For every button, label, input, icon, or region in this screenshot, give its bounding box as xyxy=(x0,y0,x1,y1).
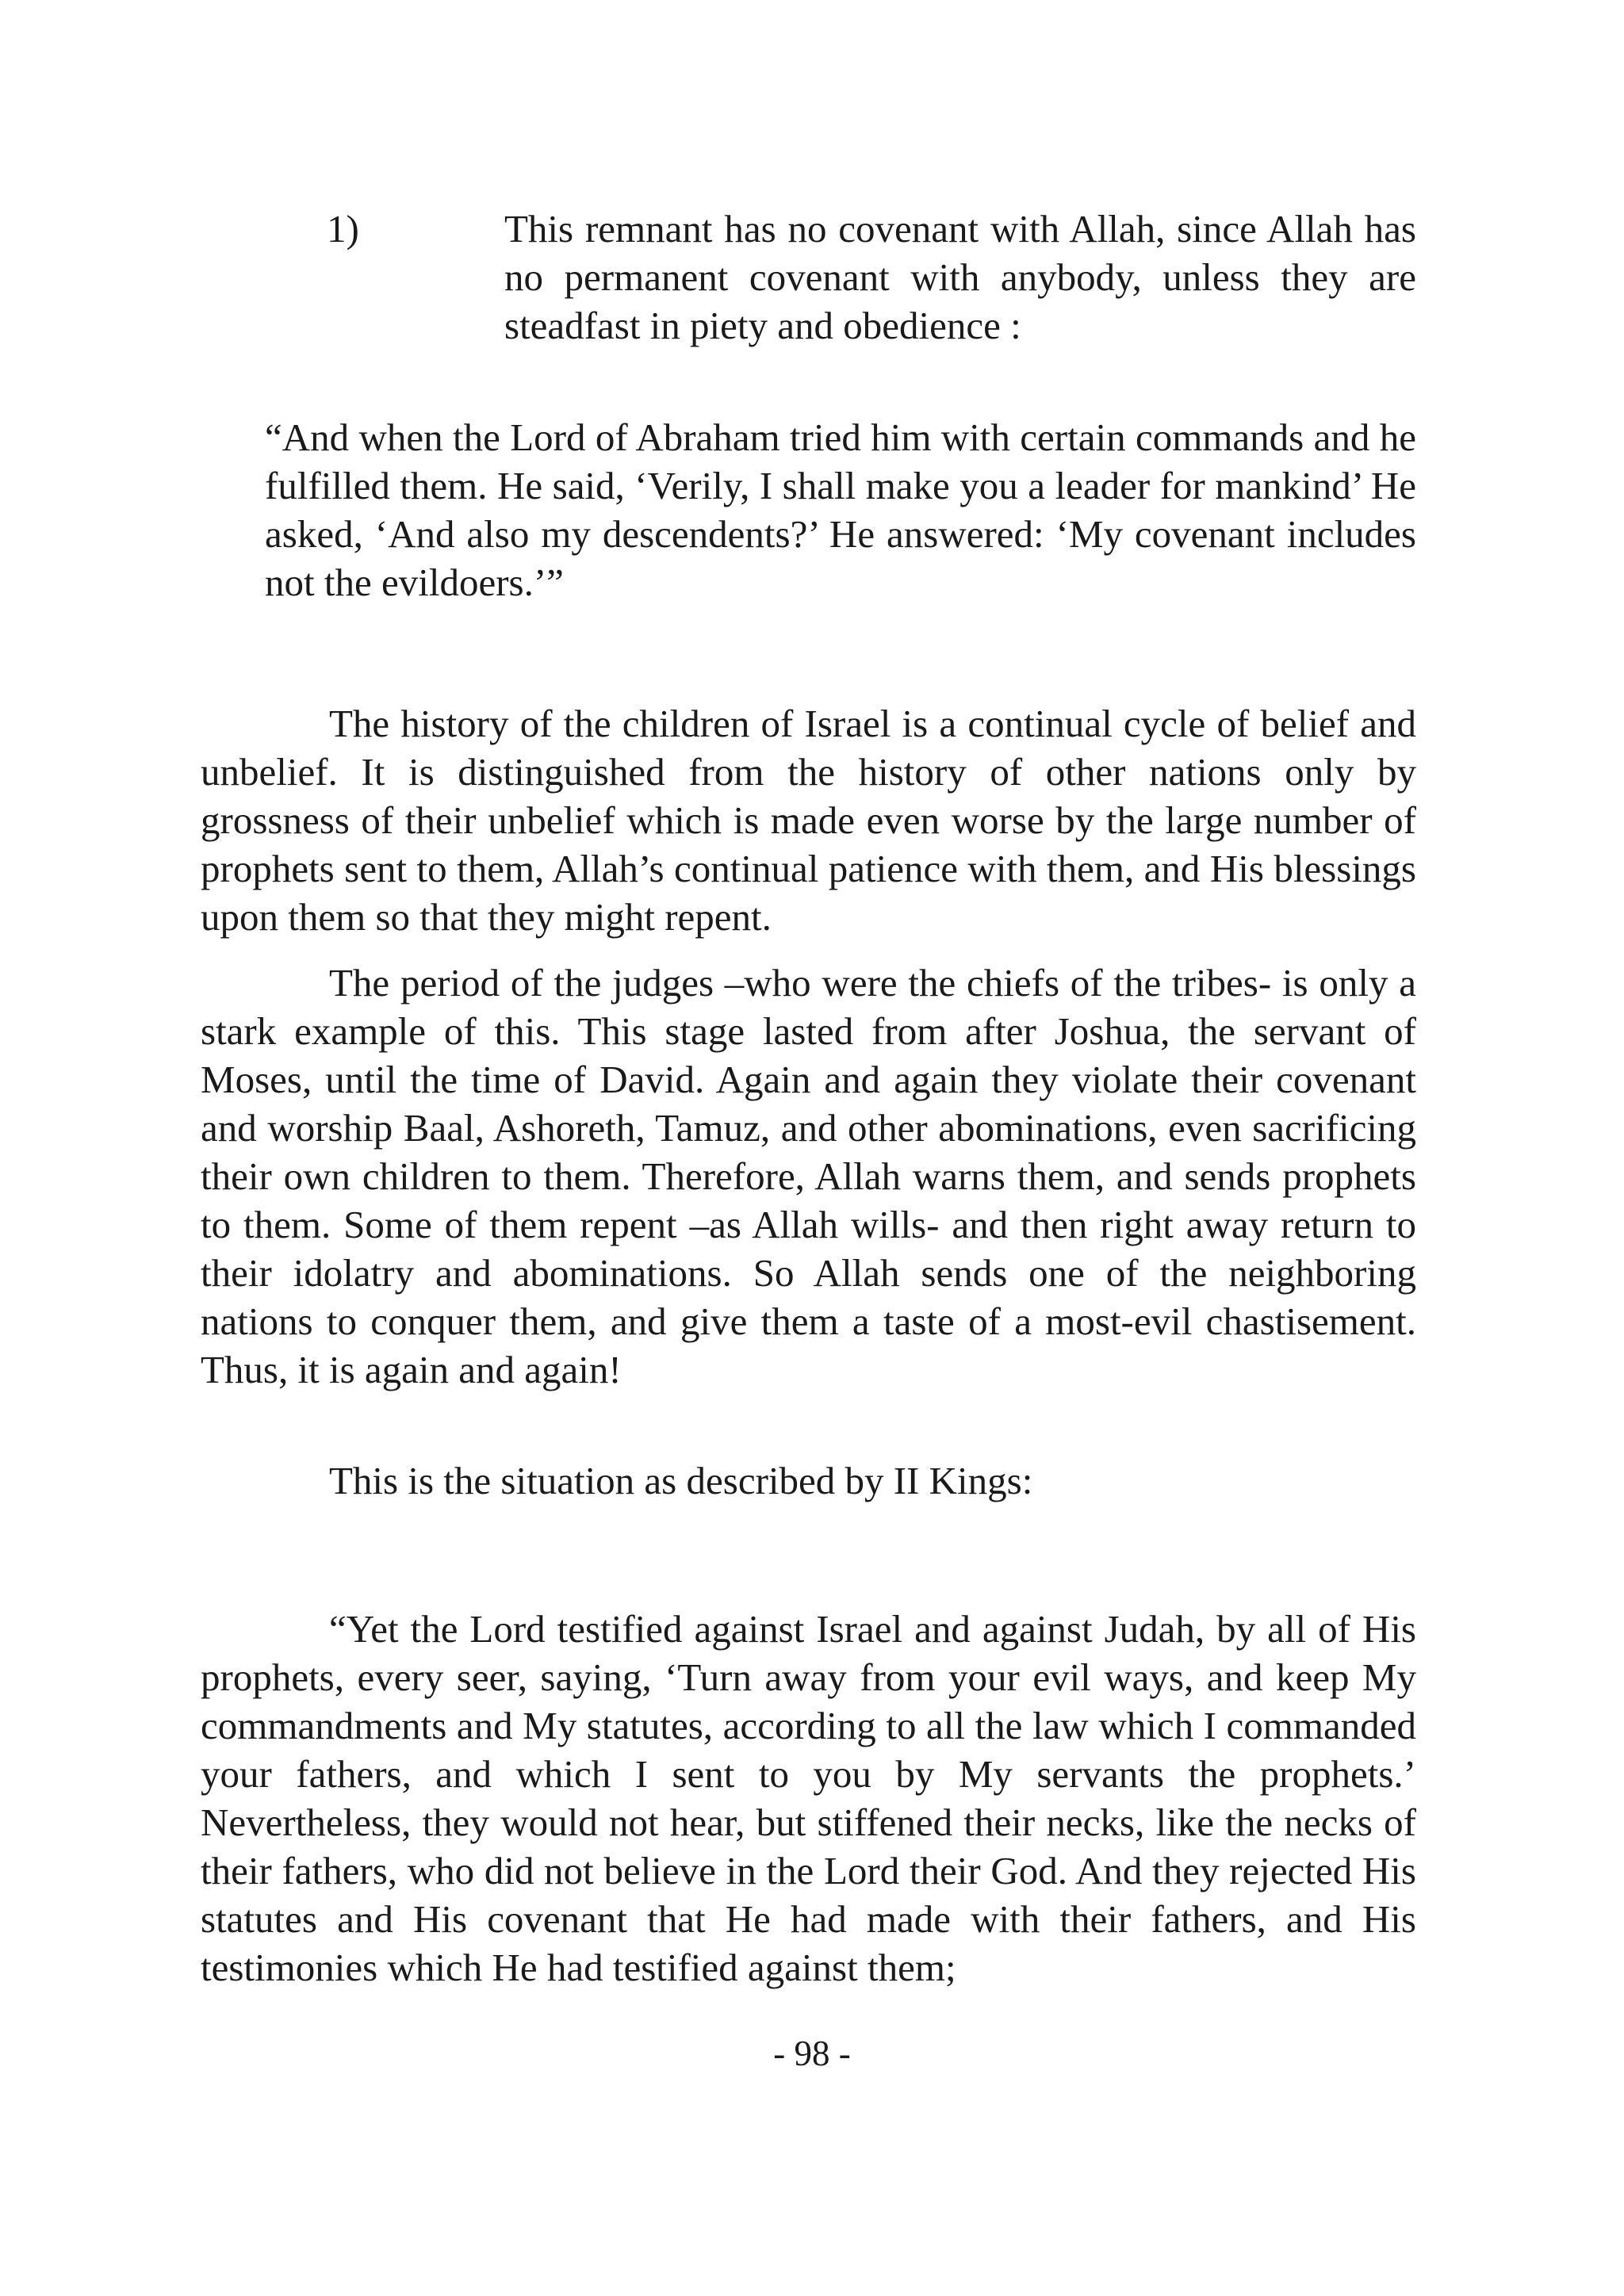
list-item-number: 1) xyxy=(327,207,359,251)
kings-quote: “Yet the Lord testified against Israel and against Judah, by all of His prophets, every seer, saying, ‘Turn away from your evil ways, and keep My commandments and My statutes, according to all the law which I commanded your fathers, and which I sent to you by My servants the prophets.’ Nevertheless, they would not hear, but stiffened their necks, like the necks of their fathers, who did not believe in the Lord their God. And they rejected His statutes and His covenant that He had made with their fathers, and His testimonies which He had testified against them; xyxy=(201,1607,1416,1989)
list-item-text: This remnant has no covenant with Allah, since Allah has no permanent covenant with anybody, unless they are steadfast in piety and obedience : xyxy=(504,207,1416,347)
page-number: - 98 - xyxy=(773,2034,851,2073)
paragraph-history: The history of the children of Israel is a continual cycle of belief and unbelief. It is distinguished from the history of other nations only by grossness of their unbelief which is made even worse by the large number of prophets sent to them, Allah’s continual patience with them, and His blessings upon them so that they might repent. xyxy=(201,702,1416,939)
paragraph-judges: The period of the judges –who were the chiefs of the tribes- is only a stark example of this. This stage lasted from after Joshua, the servant of Moses, until the time of David. Again and again they violate their covenant and worship Baal, Ashoreth, Tamuz, and other abominations, even sacrificing their own children to them. Therefore, Allah warns them, and sends prophets to them. Some of them repent –as Allah wills- and then right away return to their idolatry and abominations. So Allah sends one of the neighboring nations to conquer them, and give them a taste of a most-evil chastisement. Thus, it is again and again! xyxy=(201,961,1416,1391)
abraham-quote: “And when the Lord of Abraham tried him with certain commands and he fulfilled them. He said, ‘Verily, I shall make you a leader for mankind’ He asked, ‘And also my descendents?’ He answered: ‘My covenant includes not the evildoers.’” xyxy=(265,415,1416,604)
paragraph-intro-kings: This is the situation as described by II Kings: xyxy=(329,1459,1033,1502)
